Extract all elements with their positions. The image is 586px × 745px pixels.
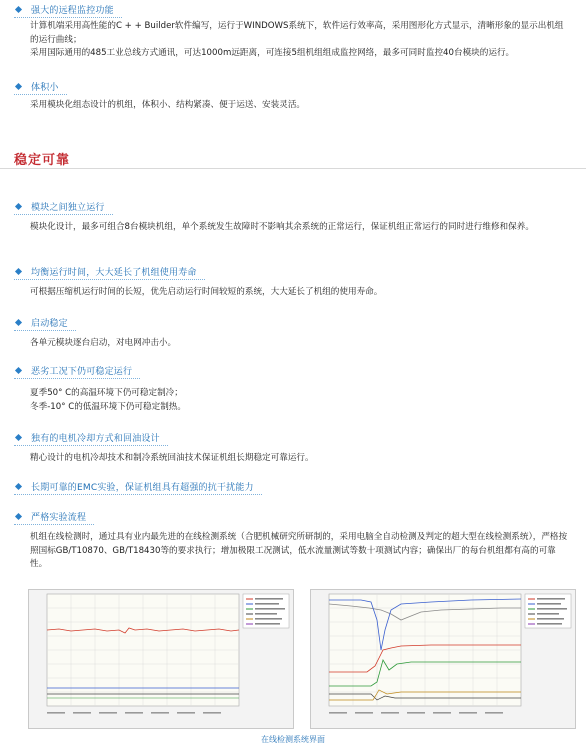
heading-strict-testing — [14, 508, 94, 525]
paragraph-line: 模块化设计，最多可组合8台模块机组，单个系统发生故障时不影响其余系统的正常运行，保证机组正常运行的同时进行维修和保养。 — [30, 222, 534, 232]
paragraph — [30, 99, 570, 113]
paragraph-line: 精心设计的电机冷却技术和制冷系统回油技术保证机组长期稳定可靠运行。 — [30, 453, 314, 463]
paragraph-line: 机组在线检测时，通过具有业内最先进的在线检测系统（合肥机械研究所研制的，采用电脑全自动检测及判定的超大型在线检测系统），严格按照国标GB/T10870、GB/T18430等的要求执行；增加极限工况测试，低水流量测试等数十项测试内容；确保出厂的每台机组都有高的可靠性。 — [30, 532, 568, 569]
heading-text: 模块之间独立运行 — [31, 202, 105, 213]
paragraph — [30, 531, 570, 572]
test-curve-graph-left — [29, 590, 293, 728]
heading-emc-test — [14, 478, 262, 495]
test-system-screenshot-right — [310, 589, 576, 729]
diamond-bullet-icon — [15, 366, 22, 373]
diamond-bullet-icon — [15, 318, 22, 325]
heading-text: 体积小 — [31, 82, 59, 93]
paragraph-line: 采用模块化组态设计的机组，体积小、结构紧凑、便于运送、安装灵活。 — [30, 100, 306, 110]
paragraph — [30, 286, 570, 300]
paragraph — [30, 337, 570, 351]
paragraph-line: 计算机端采用高性能的C + + Builder软件编写，运行于WINDOWS系统下，软件运行效率高，采用图形化方式显示，清晰形象的显示出机组的运行曲线； — [30, 21, 564, 45]
heading-independent-operation — [14, 198, 113, 215]
paragraph-line: 夏季50° C的高温环境下仍可稳定制冷； — [30, 388, 183, 398]
heading-text: 启动稳定 — [31, 318, 68, 329]
test-curve-graph-right — [311, 590, 575, 728]
section-title: 稳定可靠 — [14, 153, 71, 168]
diamond-bullet-icon — [15, 433, 22, 440]
section-divider — [0, 168, 586, 169]
heading-motor-cooling — [14, 429, 168, 446]
test-system-screenshot-left — [28, 589, 294, 729]
paragraph — [30, 20, 570, 61]
heading-stable-startup — [14, 314, 76, 331]
heading-text: 恶劣工况下仍可稳定运行 — [31, 366, 133, 377]
heading-text: 严格实验流程 — [31, 512, 87, 523]
paragraph — [30, 387, 570, 414]
paragraph — [30, 221, 570, 235]
paragraph-line: 各单元模块逐台启动，对电网冲击小。 — [30, 338, 177, 348]
paragraph-line: 采用国际通用的485工业总线方式通讯，可达1000m远距离，可连接5组机组组成监控网络，最多可同时监控40台模块的运行。 — [30, 48, 515, 58]
heading-remote-monitoring — [14, 1, 122, 18]
diamond-bullet-icon — [15, 202, 22, 209]
heading-harsh-conditions — [14, 362, 140, 379]
heading-text: 独有的电机冷却方式和回油设计 — [31, 433, 160, 444]
image-caption: 在线检测系统界面 — [261, 735, 325, 744]
heading-text: 均衡运行时间，大大延长了机组使用寿命 — [31, 267, 197, 278]
diamond-bullet-icon — [15, 267, 22, 274]
heading-text: 强大的远程监控功能 — [31, 5, 114, 16]
diamond-bullet-icon — [15, 482, 22, 489]
heading-compact-size — [14, 78, 67, 95]
paragraph — [30, 452, 570, 466]
diamond-bullet-icon — [15, 82, 22, 89]
heading-text: 长期可靠的EMC实验，保证机组具有超强的抗干扰能力 — [31, 482, 254, 493]
diamond-bullet-icon — [15, 512, 22, 519]
diamond-bullet-icon — [15, 5, 22, 12]
paragraph-line: 冬季-10° C的低温环境下仍可稳定制热。 — [30, 401, 186, 412]
paragraph-line: 可根据压缩机运行时间的长短，优先启动运行时间较短的系统，大大延长了机组的使用寿命。 — [30, 287, 383, 297]
heading-balanced-runtime — [14, 263, 205, 280]
